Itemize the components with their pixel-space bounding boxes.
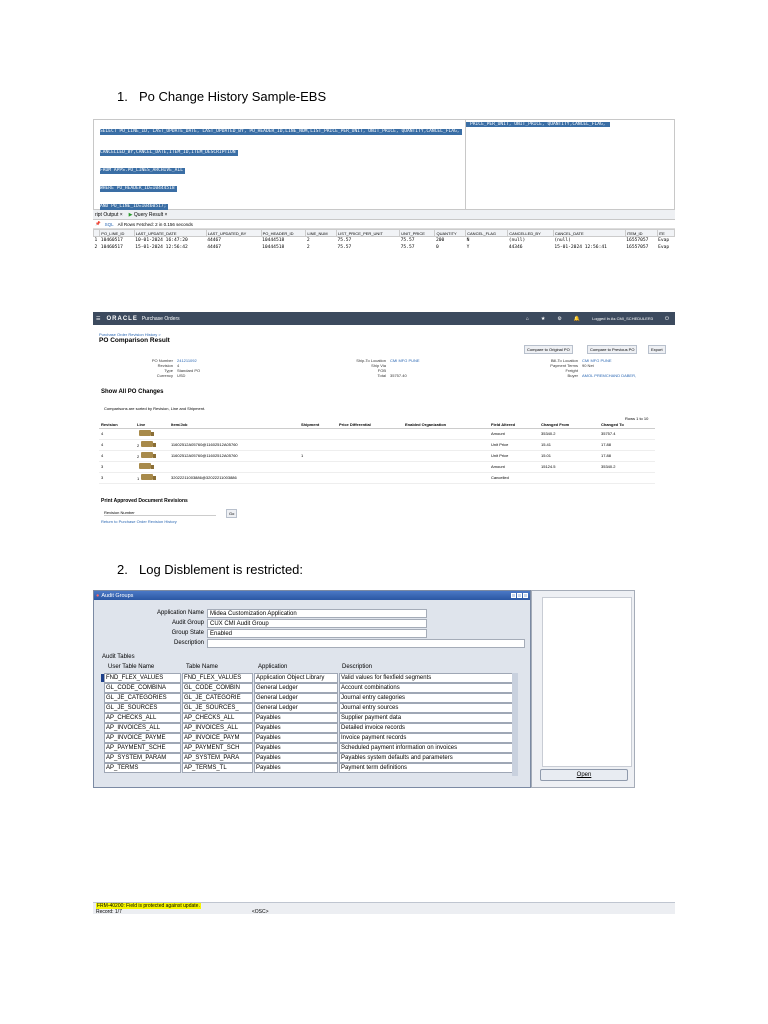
audit-cell[interactable]: AP_CHECKS_ALL xyxy=(104,713,181,723)
side-panel xyxy=(531,590,635,788)
field-label: Currency xyxy=(156,373,173,378)
audit-cell[interactable]: Invoice payment records xyxy=(339,733,515,743)
revision-select[interactable]: Revision Number xyxy=(104,510,216,516)
audit-cell[interactable]: AP_INVOICES_ALL xyxy=(104,723,181,733)
audit-cell[interactable]: Valid values for flexfield segments xyxy=(339,673,515,683)
changes-cell xyxy=(599,472,655,483)
audit-cell[interactable]: GL_JE_SOURCES_ xyxy=(182,703,253,713)
audit-cell[interactable]: Payables xyxy=(254,733,338,743)
result-row[interactable] xyxy=(94,237,675,244)
maximize-icon[interactable] xyxy=(517,593,522,598)
result-cell: Evap xyxy=(658,237,670,243)
query-result-grid xyxy=(93,229,675,257)
pin-icon[interactable]: 📌 xyxy=(95,221,101,226)
result-column-header[interactable]: UNIT_PRICE xyxy=(400,230,435,237)
audit-field-label: Application Name xyxy=(156,610,204,616)
audit-cell[interactable]: GL_JE_CATEGORIE xyxy=(182,693,253,703)
field-label: Total xyxy=(377,373,386,378)
audit-table-rows xyxy=(104,673,518,773)
page-title: PO Comparison Result xyxy=(99,337,170,344)
window-icon: ● xyxy=(96,592,100,599)
result-cell: 75.57 xyxy=(337,244,352,250)
po-comparison-panel xyxy=(93,312,675,526)
audit-table-row[interactable] xyxy=(104,713,518,723)
audit-cell[interactable]: Application Object Library xyxy=(254,673,338,683)
audit-cell[interactable]: Journal entry sources xyxy=(339,703,515,713)
result-column-header[interactable]: PO_HEADER_ID xyxy=(261,230,306,237)
audit-cell[interactable]: Payables system defaults and parameters xyxy=(339,753,515,763)
sql-editor[interactable] xyxy=(94,120,466,211)
audit-cell[interactable]: Detailed invoice records xyxy=(339,723,515,733)
result-cell: 44467 xyxy=(207,244,222,250)
changes-cell xyxy=(135,439,169,450)
audit-field-label: Description xyxy=(173,640,204,646)
changes-cell: Cancelled xyxy=(489,472,539,483)
result-cell: 0 xyxy=(435,244,439,250)
rows-label: Rows 1 to 10 xyxy=(625,416,649,421)
line-number: 1 xyxy=(137,476,140,481)
audit-cell[interactable]: Journal entry categories xyxy=(339,693,515,703)
audit-cell[interactable]: FND_FLEX_VALUES xyxy=(182,673,253,683)
sort-note: Comparisons are sorted by Revision, Line and Shipment. xyxy=(104,406,206,411)
changes-column-header: Enabled Organization xyxy=(403,421,489,428)
field-value[interactable]: CMI MFG PUNE xyxy=(582,358,612,363)
tab-query-result[interactable]: ▶ Query Result × xyxy=(128,211,168,218)
result-column-header[interactable]: LAST_UPDATE_DATE xyxy=(134,230,206,237)
print-section-title: Print Approved Document Revisions xyxy=(101,498,188,504)
changes-column-header: Changed To xyxy=(599,421,655,428)
audit-cell[interactable]: Payables xyxy=(254,713,338,723)
audit-cell[interactable]: AP_INVOICES_ALL xyxy=(182,723,253,733)
col-application: Application xyxy=(258,664,288,670)
changes-row xyxy=(99,461,655,472)
audit-cell[interactable]: Payables xyxy=(254,753,338,763)
changes-cell: 15.01 xyxy=(539,450,599,461)
sql-line: WHERE PO_HEADER_ID=10444518 xyxy=(100,186,175,191)
heading-number: 1. xyxy=(117,89,128,104)
audit-cell[interactable]: AP_SYSTEM_PARAM xyxy=(104,753,181,763)
menu-icon[interactable]: ☰ xyxy=(96,315,101,322)
changes-table xyxy=(99,421,655,484)
result-cell: 16557057 xyxy=(626,237,649,243)
field-label: Ship Via xyxy=(371,363,386,368)
product-name: Purchase Orders xyxy=(141,315,180,322)
audit-tables-label: Audit Tables xyxy=(102,654,135,660)
audit-cell[interactable]: Scheduled payment information on invoices xyxy=(339,743,515,753)
audit-cell[interactable]: General Ledger xyxy=(254,683,338,693)
field-label: Payment Terms xyxy=(550,363,578,368)
status-message: FRM-40200: Field is protected against update. xyxy=(97,903,200,909)
truck-icon[interactable] xyxy=(141,474,153,480)
field-value: 4 xyxy=(177,363,180,368)
field-value[interactable]: 241211092 xyxy=(177,358,197,363)
changes-cell: 3 xyxy=(99,461,135,472)
field-label: FOB xyxy=(377,368,386,373)
heading-number: 2. xyxy=(117,562,128,577)
result-column-header[interactable]: LAST_UPDATED_BY xyxy=(206,230,261,237)
changes-column-header: Item/Job xyxy=(169,421,299,428)
result-cell: N xyxy=(466,237,470,243)
output-tabs xyxy=(93,210,675,220)
audit-cell[interactable]: AP_TERMS_TL xyxy=(182,763,253,773)
po-topbar xyxy=(93,312,675,325)
result-cell: 2 xyxy=(94,244,98,250)
result-row[interactable] xyxy=(94,244,675,251)
col-table-name: Table Name xyxy=(186,664,219,670)
audit-cell[interactable]: AP_PAYMENT_SCH xyxy=(182,743,253,753)
audit-table-row[interactable] xyxy=(104,673,518,683)
star-icon[interactable]: ★ xyxy=(540,315,546,322)
audit-field-label: Audit Group xyxy=(171,620,204,626)
changes-cell: 4 xyxy=(99,439,135,450)
result-cell: 10444518 xyxy=(262,244,285,250)
sql-editor-panel xyxy=(93,119,675,210)
changes-cell: 3 xyxy=(99,472,135,483)
changes-cell: 4 xyxy=(99,450,135,461)
changes-cell: 15.41 xyxy=(539,439,599,450)
audit-field-input[interactable]: Midea Customization Application xyxy=(207,609,427,618)
audit-field-input[interactable]: CUX CMI Audit Group xyxy=(207,619,427,628)
home-icon[interactable]: ⌂ xyxy=(525,315,529,322)
window-title: Audit Groups xyxy=(101,592,134,599)
audit-cell[interactable]: AP_TERMS xyxy=(104,763,181,773)
changes-cell xyxy=(169,461,299,472)
compare-original-button[interactable]: Compare to Original PO xyxy=(524,345,573,354)
changes-column-header: Shipment xyxy=(299,421,337,428)
changes-cell: 32022211003886@32022211003886 xyxy=(169,472,299,483)
result-cell: 75.57 xyxy=(400,237,415,243)
changes-row xyxy=(99,439,655,450)
changes-cell: 1 xyxy=(299,450,337,461)
changes-cell: 4 xyxy=(99,428,135,439)
tab-script-output[interactable]: ript Output × xyxy=(95,211,123,218)
audit-field-input[interactable] xyxy=(207,639,525,648)
sql-line: AND PO_LINE_ID=10460517; xyxy=(100,204,167,209)
result-column-header[interactable]: QUANTITY xyxy=(435,230,466,237)
audit-cell[interactable]: GL_JE_CATEGORIES xyxy=(104,693,181,703)
result-column-header[interactable]: ITEM_ID xyxy=(625,230,657,237)
field-label: Bill-To Location xyxy=(550,358,578,363)
close-icon[interactable] xyxy=(523,593,528,598)
changes-cell: Unit Price xyxy=(489,439,539,450)
result-column-header[interactable]: CANCELLED_BY xyxy=(508,230,554,237)
changes-cell xyxy=(337,439,403,450)
changes-cell xyxy=(337,472,403,483)
sql-overflow-text: PRICE_PER_UNIT, UNIT_PRICE, QUANTITY,CANCEL_FLAG, xyxy=(466,122,610,127)
audit-table-row[interactable] xyxy=(104,743,518,753)
result-cell: 10460517 xyxy=(100,244,123,250)
gear-icon[interactable]: ⚙ xyxy=(557,315,562,322)
changes-row xyxy=(99,428,655,439)
audit-cell[interactable]: GL_JE_SOURCES xyxy=(104,703,181,713)
osc-indicator: <OSC> xyxy=(251,909,269,915)
result-cell: 2 xyxy=(306,237,310,243)
changes-cell xyxy=(299,428,337,439)
compare-previous-button[interactable]: Compare to Previous PO xyxy=(587,345,637,354)
heading-text: Po Change History Sample-EBS xyxy=(139,89,327,104)
changes-column-header: Line xyxy=(135,421,169,428)
changes-cell: Unit Price xyxy=(489,450,539,461)
changes-row xyxy=(99,450,655,461)
side-panel-content xyxy=(542,597,632,767)
audit-cell[interactable]: AP_INVOICE_PAYM xyxy=(182,733,253,743)
result-column-header[interactable]: CANCEL_FLAG xyxy=(466,230,508,237)
result-cell: 44346 xyxy=(508,244,523,250)
field-label: Type xyxy=(164,368,173,373)
export-button[interactable]: Export xyxy=(648,345,666,354)
changes-cell xyxy=(403,472,489,483)
changes-row xyxy=(99,472,655,483)
result-column-header[interactable]: LINE_NUM xyxy=(306,230,337,237)
changes-cell: 35757.4 xyxy=(599,428,655,439)
field-value: USD xyxy=(177,373,186,378)
forms-status-bar xyxy=(93,902,675,914)
audit-cell[interactable]: GL_CODE_COMBIN xyxy=(182,683,253,693)
field-label: Revision xyxy=(157,363,173,368)
line-number: 2 xyxy=(137,443,140,448)
changes-cell: 15124.5 xyxy=(539,461,599,472)
audit-cell[interactable]: Account combinations xyxy=(339,683,515,693)
field-value: Standard PO xyxy=(177,368,201,373)
changes-cell xyxy=(337,461,403,472)
heading-2 xyxy=(117,562,303,577)
audit-table-row[interactable] xyxy=(104,733,518,743)
audit-table-row[interactable] xyxy=(104,703,518,713)
result-cell: 10444518 xyxy=(262,237,285,243)
changes-cell xyxy=(135,461,169,472)
result-cell: 75.57 xyxy=(337,237,352,243)
heading-1 xyxy=(117,89,326,104)
changes-cell: 11602512A05760@11602512A05760 xyxy=(169,439,299,450)
changes-cell xyxy=(299,472,337,483)
sql-line: FROM APPS.PO_LINES_ARCHIVE_ALL xyxy=(100,168,183,173)
truck-icon[interactable] xyxy=(139,463,151,469)
field-value[interactable]: CMI MFG PUNE xyxy=(390,358,420,363)
changes-cell xyxy=(135,428,169,439)
field-value: 90 Net xyxy=(582,363,594,368)
audit-cell[interactable]: GL_CODE_COMBINA xyxy=(104,683,181,693)
section-title: Show All PO Changes xyxy=(101,389,164,395)
fetch-info: All Rows Fetched: 2 in 0.156 seconds xyxy=(117,221,193,227)
audit-scrollbar[interactable] xyxy=(512,673,518,776)
result-cell: 10-01-2024 16:47:20 xyxy=(135,237,188,243)
result-header-row xyxy=(94,230,675,237)
field-label: PO Number xyxy=(151,358,173,363)
audit-field-label: Group State xyxy=(171,630,204,636)
record-counter: Record: 1/7 xyxy=(96,909,122,915)
heading-text: Log Disblement is restricted: xyxy=(139,562,304,577)
truck-icon[interactable] xyxy=(141,452,153,458)
truck-icon[interactable] xyxy=(141,441,153,447)
line-number: 2 xyxy=(137,454,140,459)
return-link[interactable]: Return to Purchase Order Revision History xyxy=(101,519,177,524)
result-cell: (null) xyxy=(554,237,571,243)
changes-cell: 35340.2 xyxy=(599,461,655,472)
power-icon[interactable]: ⏻ xyxy=(665,315,669,322)
changes-cell xyxy=(299,439,337,450)
result-cell: 10460517 xyxy=(100,237,123,243)
changes-cell xyxy=(135,472,169,483)
sql-line: CANCELLED_BY,CANCEL_DATE,ITEM_ID,ITEM_DESCRIPTION xyxy=(100,150,236,155)
changes-cell: 11602512A05760@11602512A05760 xyxy=(169,450,299,461)
audit-title-bar xyxy=(94,591,530,600)
audit-groups-window xyxy=(93,590,531,788)
changes-cell: 17.88 xyxy=(599,450,655,461)
audit-cell[interactable]: Payables xyxy=(254,763,338,773)
sql-line: SELECT PO_LINE_ID, LAST_UPDATE_DATE, LAST_UPDATED_BY, PO_HEADER_ID,LINE_NUM,LIST_PRICE_PER_UNIT, UNIT_PRICE, QUANTITY,CANCEL_FLAG, xyxy=(100,128,460,134)
audit-cell[interactable]: FND_FLEX_VALUES xyxy=(104,673,181,683)
audit-cell[interactable]: AP_SYSTEM_PARA xyxy=(182,753,253,763)
fetch-toolbar xyxy=(93,220,675,229)
oracle-logo: ORACLE xyxy=(106,315,138,322)
col-user-table-name: User Table Name xyxy=(108,664,155,670)
changes-cell xyxy=(403,461,489,472)
audit-cell[interactable]: General Ledger xyxy=(254,693,338,703)
logged-in-label: Logged In As CMI_SCHEDULER3 xyxy=(592,316,654,321)
result-cell: Y xyxy=(466,244,470,250)
audit-cell[interactable]: AP_CHECKS_ALL xyxy=(182,713,253,723)
open-button[interactable]: Open xyxy=(540,769,628,781)
result-cell: 2 xyxy=(306,244,310,250)
field-label: Buyer xyxy=(567,373,578,378)
changes-cell xyxy=(337,428,403,439)
changes-cell: Amount xyxy=(489,428,539,439)
result-cell: 16557057 xyxy=(626,244,649,250)
minimize-icon[interactable] xyxy=(511,593,516,598)
result-cell: (null) xyxy=(508,237,526,243)
row-indicator xyxy=(101,674,104,682)
changes-column-header: Field Altered xyxy=(489,421,539,428)
sql-gutter-right xyxy=(466,120,674,211)
audit-table-row[interactable] xyxy=(104,723,518,733)
sql-label[interactable]: SQL xyxy=(104,221,114,227)
result-cell: Evap xyxy=(658,244,670,250)
changes-cell xyxy=(169,428,299,439)
bell-icon[interactable]: 🔔 xyxy=(573,315,581,322)
field-value: 35757.40 xyxy=(390,373,407,378)
audit-cell[interactable]: Payment term definitions xyxy=(339,763,515,773)
changes-cell: 35340.2 xyxy=(539,428,599,439)
result-column-header[interactable]: CANCEL_DATE xyxy=(553,230,625,237)
audit-table-row[interactable] xyxy=(104,683,518,693)
go-button[interactable]: Go xyxy=(226,509,237,518)
audit-table-header xyxy=(108,664,518,670)
result-cell: 1 xyxy=(94,237,98,243)
field-value[interactable]: AMOL PREMCHAND DABER, xyxy=(582,373,637,378)
changes-cell: Amount xyxy=(489,461,539,472)
audit-table-row[interactable] xyxy=(104,753,518,763)
result-column-header[interactable]: ITE xyxy=(657,230,674,237)
result-cell: 200 xyxy=(435,237,445,243)
col-description: Description xyxy=(342,664,373,670)
audit-table-row[interactable] xyxy=(104,693,518,703)
changes-column-header: Price Differential xyxy=(337,421,403,428)
audit-cell[interactable]: General Ledger xyxy=(254,703,338,713)
audit-cell[interactable]: Payables xyxy=(254,723,338,733)
audit-cell[interactable]: Payables xyxy=(254,743,338,753)
changes-cell xyxy=(403,450,489,461)
changes-cell xyxy=(299,461,337,472)
field-label: Freight xyxy=(565,368,578,373)
changes-column-header: Changed From xyxy=(539,421,599,428)
changes-cell xyxy=(135,450,169,461)
breadcrumb[interactable]: Purchase Order Revision History > xyxy=(99,332,161,337)
result-cell: 15-01-2024 12:56:42 xyxy=(135,244,188,250)
changes-cell xyxy=(337,450,403,461)
changes-cell: 17.88 xyxy=(599,439,655,450)
result-cell: 15-01-2024 12:56:41 xyxy=(554,244,607,250)
result-cell: 44467 xyxy=(207,237,222,243)
audit-table-row[interactable] xyxy=(104,763,518,773)
truck-icon[interactable] xyxy=(139,430,151,436)
changes-cell xyxy=(539,472,599,483)
changes-cell xyxy=(403,428,489,439)
audit-cell[interactable]: AP_INVOICE_PAYME xyxy=(104,733,181,743)
changes-cell xyxy=(403,439,489,450)
audit-cell[interactable]: Supplier payment data xyxy=(339,713,515,723)
changes-column-header: Revision xyxy=(99,421,135,428)
audit-cell[interactable]: AP_PAYMENT_SCHE xyxy=(104,743,181,753)
audit-field-input[interactable]: Enabled xyxy=(207,629,427,638)
result-column-header[interactable]: PO_LINE_ID xyxy=(100,230,134,237)
result-cell: 75.57 xyxy=(400,244,415,250)
field-label: Ship-To Location xyxy=(356,358,386,363)
result-column-header[interactable]: LIST_PRICE_PER_UNIT xyxy=(336,230,399,237)
play-icon: ▶ xyxy=(128,211,133,218)
